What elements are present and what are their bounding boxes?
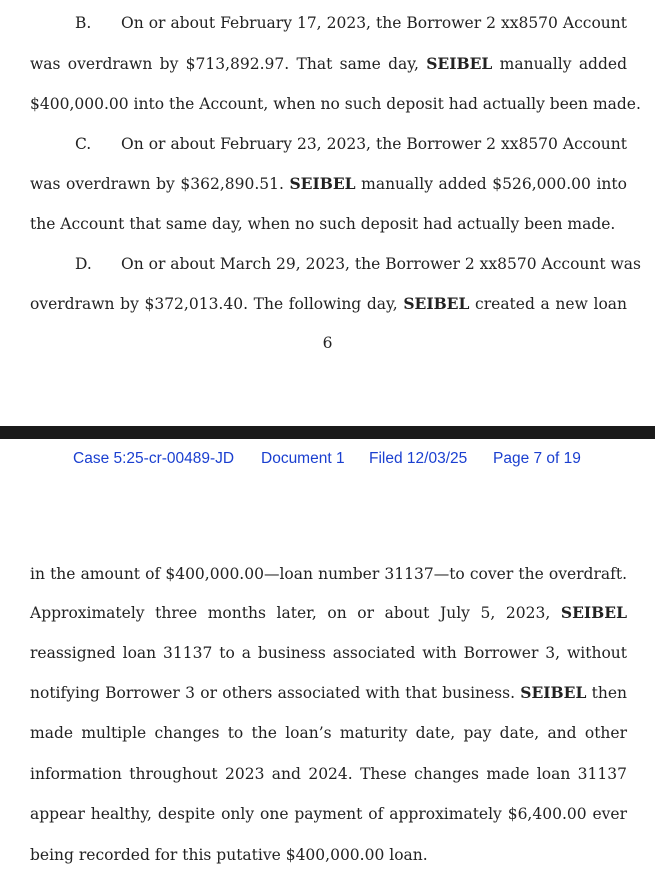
body-line-4-text: notifying Borrower 3 or others associated with that business. xyxy=(30,684,521,702)
header-page-count: Page 7 of 19 xyxy=(493,450,581,467)
body-line-2 xyxy=(30,603,627,623)
para-d-line-2-text: overdrawn by $372,013.40. The following day, xyxy=(30,295,404,313)
body-line-6: information throughout 2023 and 2024. These changes made loan 31137 xyxy=(30,765,627,783)
defendant-name: SEIBEL xyxy=(426,54,493,73)
body-line-4 xyxy=(30,683,627,703)
para-c-line-2-text: was overdrawn by $362,890.51. xyxy=(30,175,290,193)
defendant-name: SEIBEL xyxy=(520,683,587,702)
para-d-marker: D. xyxy=(75,255,92,273)
para-c-line-1: On or about February 23, 2023, the Borrower 2 xx8570 Account xyxy=(121,135,627,153)
body-line-3: reassigned loan 31137 to a business associated with Borrower 3, without xyxy=(30,644,627,662)
ecf-header xyxy=(0,450,655,472)
para-b-marker: B. xyxy=(75,14,92,32)
para-b-line-2 xyxy=(30,54,627,74)
page-separator xyxy=(0,426,655,439)
header-document: Document 1 xyxy=(261,450,345,467)
previous-page-section xyxy=(0,0,655,426)
para-d-line-1: On or about March 29, 2023, the Borrower 2 xx8570 Account was xyxy=(121,255,641,273)
header-case-number: Case 5:25-cr-00489-JD xyxy=(73,450,235,467)
body-line-5: made multiple changes to the loan’s maturity date, pay date, and other xyxy=(30,724,627,742)
defendant-name: SEIBEL xyxy=(403,294,470,313)
body-line-7: appear healthy, despite only one payment of approximately $6,400.00 ever xyxy=(30,805,627,823)
para-d-line-2-tail: created a new loan xyxy=(469,295,627,313)
body-line-2-text: Approximately three months later, on or about July 5, 2023, xyxy=(30,604,561,622)
para-d-line-2 xyxy=(30,294,627,314)
para-c-line-2-tail: manually added $526,000.00 into xyxy=(355,175,627,193)
defendant-name: SEIBEL xyxy=(560,603,627,622)
para-b-line-3: $400,000.00 into the Account, when no such deposit had actually been made. xyxy=(30,95,641,113)
body-line-8: being recorded for this putative $400,000.00 loan. xyxy=(30,846,428,864)
para-b-line-2-text: was overdrawn by $713,892.97. That same day, xyxy=(30,55,427,73)
para-c-marker: C. xyxy=(75,135,92,153)
para-c-line-3: the Account that same day, when no such deposit had actually been made. xyxy=(30,215,616,233)
para-c-line-2 xyxy=(30,174,627,194)
body-line-4-tail: then xyxy=(586,684,627,702)
header-filed-date: Filed 12/03/25 xyxy=(369,450,468,467)
defendant-name: SEIBEL xyxy=(289,174,356,193)
page-number: 6 xyxy=(322,334,333,352)
body-line-1: in the amount of $400,000.00—loan number 31137—to cover the overdraft. xyxy=(30,565,627,583)
para-b-line-1: On or about February 17, 2023, the Borrower 2 xx8570 Account xyxy=(121,14,627,32)
para-b-line-2-tail: manually added xyxy=(492,55,627,73)
